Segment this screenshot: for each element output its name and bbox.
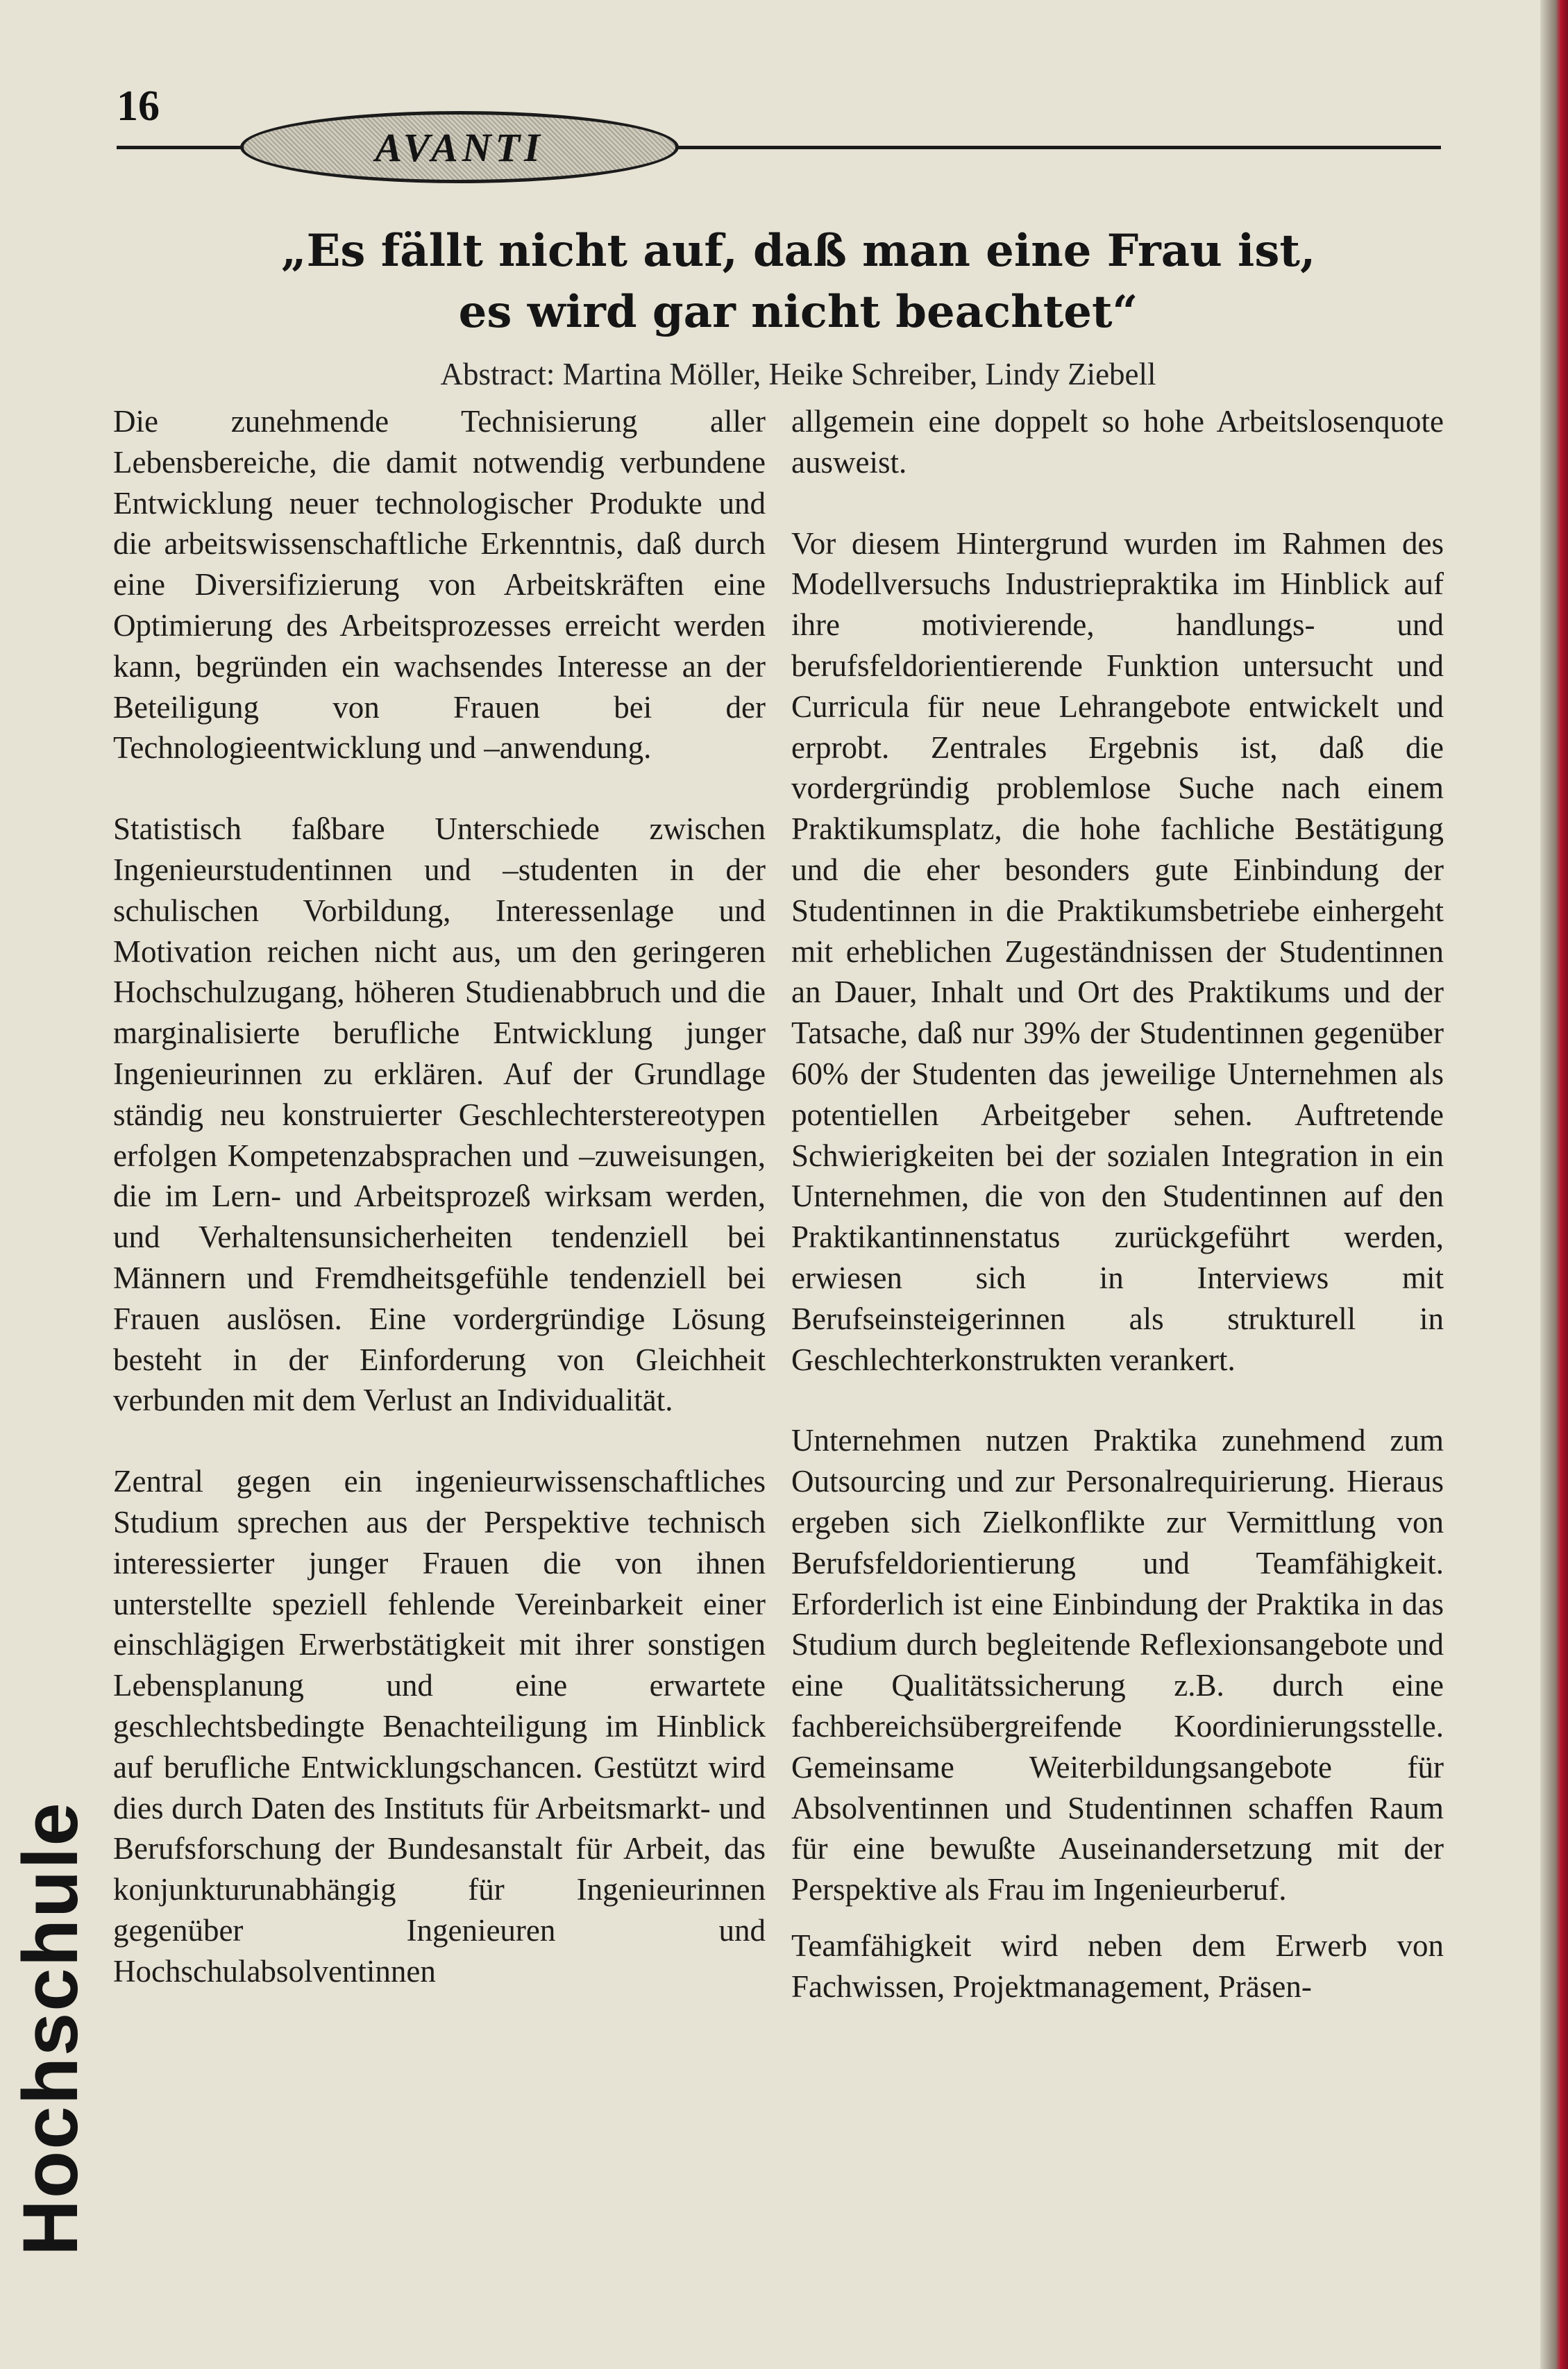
article-authors: Abstract: Martina Möller, Heike Schreiber, Lindy Ziebell <box>440 357 1156 391</box>
paragraph: allgemein eine doppelt so hohe Arbeitslosenquote ausweist. <box>791 404 1444 480</box>
page-edge <box>1540 0 1568 2369</box>
paragraph: Zentral gegen ein ingenieurwissenschaftliches Studium sprechen aus der Perspektive technisch interessierter junger Frauen die von ihnen unterstellte speziell fehlende Vereinbarkeit einer einschlägigen Erwerbstätigkeit mit ihrer sonstigen Lebensplanung und eine erwartete geschlechtsbedingte Benachteiligung im Hinblick auf berufliche Entwicklungschancen. Gestützt wird dies durch Daten des Instituts für Arbeitsmarkt- und Berufsforschung der Bundesanstalt für Arbeit, das konjunkturunabhängig für Ingenieurinnen gegenüber Ingenieuren und Hochschulabsolventinnen <box>113 1464 766 1989</box>
article-title-line-1: „Es fällt nicht auf, daß man eine Frau ist, <box>280 225 1316 277</box>
avanti-badge <box>240 111 679 183</box>
section-side-label: Hochschule <box>7 1801 94 2256</box>
paragraph: Statistisch faßbare Unterschiede zwischen Ingenieurstudentinnen und –studenten in der schulischen Vorbildung, Interessenlage und Motivation reichen nicht aus, um den geringeren Hochschulzugang, höheren Studienabbruch und die marginalisierte berufliche Entwicklung junger Ingenieurinnen zu erklären. Auf der Grundlage ständig neu konstruierter Geschlechterstereotypen erfolgen Kompetenzabsprachen und –zuweisungen, die im Lern- und Arbeitsprozeß wirksam werden, und Verhaltensunsicherheiten tendenziell bei Männern und Fremdheitsgefühle tendenziell bei Frauen auslösen. Eine vordergründige Lösung besteht in der Einforderung von Gleichheit verbunden mit dem Verlust an Individualität. <box>113 811 766 1418</box>
paragraph: Die zunehmende Technisierung aller Lebensbereiche, die damit notwendig verbundene Entwicklung neuer technologischer Produkte und die arbeitswissenschaftliche Erkenntnis, daß durch eine Diversifizierung von Arbeitskräften eine Optimierung des Arbeitsprozesses erreicht werden kann, begründen ein wachsendes Interesse an der Beteiligung von Frauen bei der Technologieentwicklung und –anwendung. <box>113 404 766 766</box>
page-number: 16 <box>117 83 160 130</box>
right-column <box>791 401 1444 2007</box>
paragraph: Unternehmen nutzen Praktika zunehmend zum Outsourcing und zur Personalrequirierung. Hieraus ergeben sich Zielkonflikte zur Vermittlung von Berufsfeldorientierung und Teamfähigkeit. Erforderlich ist eine Einbindung der Praktika in das Studium durch begleitende Reflexionsangebote und eine Qualitätssicherung z.B. durch eine fachbereichsübergreifende Koordinierungsstelle. Gemeinsame Weiterbildungsangebote für Absolventinnen und Studentinnen schaffen Raum für eine bewußte Auseinandersetzung mit der Perspektive als Frau im Ingenieurberuf. <box>791 1423 1444 1907</box>
article-title-line-2: es wird gar nicht beachtet“ <box>458 286 1138 338</box>
paragraph: Teamfähigkeit wird neben dem Erwerb von Fachwissen, Projektmanagement, Präsen- <box>791 1928 1444 2004</box>
article-title <box>208 221 1388 343</box>
paragraph: Vor diesem Hintergrund wurden im Rahmen des Modellversuchs Industriepraktika im Hinblick auf ihre motivierende, handlungs- und berufsfeldorientierende Funktion untersucht und Curricula für neue Lehrangebote entwickelt und erprobt. Zentrales Ergebnis ist, daß die vordergründig problemlose Suche nach einem Praktikumsplatz, die hohe fachliche Bestätigung und die eher besonders gute Einbindung der Studentinnen in die Praktikumsbetriebe einhergeht mit erheblichen Zugeständnissen der Studentinnen an Dauer, Inhalt und Ort des Praktikums und der Tatsache, daß nur 39% der Studentinnen gegenüber 60% der Studenten das jeweilige Unternehmen als potentiellen Arbeitgeber sehen. Auftretende Schwierigkeiten bei der sozialen Integration in ein Unternehmen, die von den Studentinnen auf den Praktikantinnenstatus zurückgeführt werden, erwiesen sich in Interviews mit Berufseinsteigerinnen als strukturell in Geschlechterkonstrukten verankert. <box>791 525 1444 1377</box>
avanti-badge-label: AVANTI <box>375 124 544 170</box>
left-column <box>113 401 766 1991</box>
